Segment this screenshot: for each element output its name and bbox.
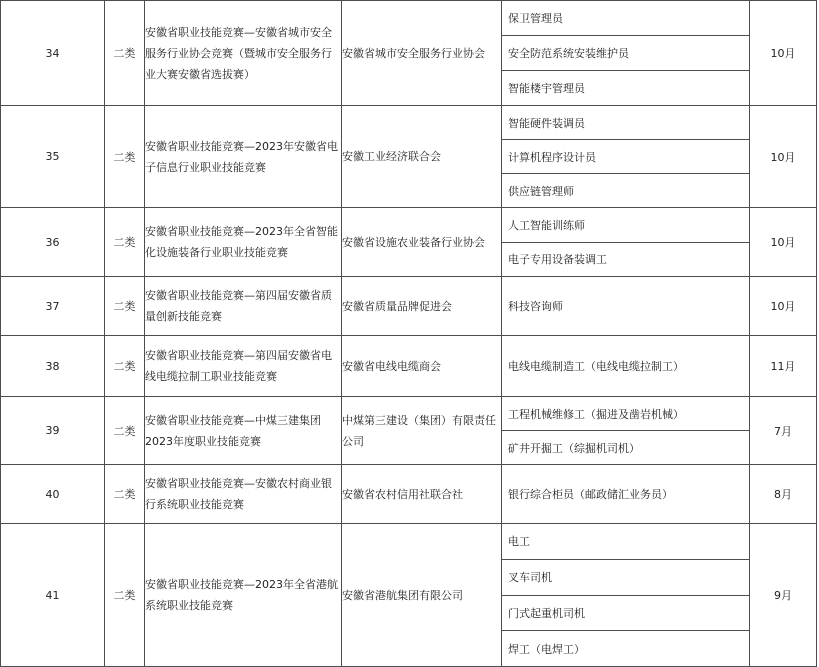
job-item: 计算机程序设计员 [502, 139, 749, 173]
job-item: 工程机械维修工（掘进及凿岩机械） [508, 407, 684, 421]
competition-month: 10月 [750, 106, 817, 208]
table-row [1, 465, 817, 524]
organizer-name: 安徽省设施农业装备行业协会 [342, 208, 502, 277]
row-number: 39 [1, 397, 105, 465]
job-item: 电工 [508, 535, 530, 549]
row-category: 二类 [105, 336, 145, 397]
job-list-cell [502, 524, 750, 667]
row-category: 二类 [105, 397, 145, 465]
competition-month: 8月 [750, 465, 817, 524]
job-item: 门式起重机司机 [502, 595, 749, 631]
organizer-name: 安徽工业经济联合会 [342, 106, 502, 208]
organizer-name: 中煤第三建设（集团）有限责任公司 [342, 397, 502, 465]
competition-month: 7月 [750, 397, 817, 465]
row-category: 二类 [105, 208, 145, 277]
job-item: 安全防范系统安装维护员 [502, 35, 749, 70]
table-row [1, 336, 817, 397]
organizer-name: 安徽省港航集团有限公司 [342, 524, 502, 667]
job-list-cell [502, 336, 750, 397]
job-item: 焊工（电焊工） [502, 630, 749, 666]
row-number: 37 [1, 277, 105, 336]
job-list-cell [502, 465, 750, 524]
table-row [1, 1, 817, 106]
table-row [1, 277, 817, 336]
table-row [1, 106, 817, 208]
row-number: 38 [1, 336, 105, 397]
competition-name: 安徽省职业技能竞赛—第四届安徽省质量创新技能竞赛 [145, 277, 342, 336]
competition-name: 安徽省职业技能竞赛—2023年安徽省电子信息行业职业技能竞赛 [145, 106, 342, 208]
job-item: 科技咨询师 [508, 300, 563, 313]
row-number: 34 [1, 1, 105, 106]
job-item: 智能楼宇管理员 [502, 70, 749, 105]
competition-month: 10月 [750, 277, 817, 336]
competition-month: 11月 [750, 336, 817, 397]
row-category: 二类 [105, 1, 145, 106]
row-number: 35 [1, 106, 105, 208]
competition-name: 安徽省职业技能竞赛—2023年全省智能化设施装备行业职业技能竞赛 [145, 208, 342, 277]
competition-month: 9月 [750, 524, 817, 667]
job-item: 银行综合柜员（邮政储汇业务员） [508, 488, 673, 501]
job-item: 电线电缆制造工（电线电缆拉制工） [508, 360, 684, 373]
job-item: 智能硬件装调员 [508, 116, 585, 130]
job-item: 叉车司机 [502, 559, 749, 595]
competition-name: 安徽省职业技能竞赛—安徽农村商业银行系统职业技能竞赛 [145, 465, 342, 524]
competition-name: 安徽省职业技能竞赛—中煤三建集团2023年度职业技能竞赛 [145, 397, 342, 465]
competition-name: 安徽省职业技能竞赛—2023年全省港航系统职业技能竞赛 [145, 524, 342, 667]
row-number: 41 [1, 524, 105, 667]
job-list-cell [502, 397, 750, 465]
job-item: 保卫管理员 [508, 12, 563, 25]
row-category: 二类 [105, 106, 145, 208]
organizer-name: 安徽省农村信用社联合社 [342, 465, 502, 524]
row-category: 二类 [105, 465, 145, 524]
table-row [1, 397, 817, 465]
organizer-name: 安徽省城市安全服务行业协会 [342, 1, 502, 106]
job-list-cell [502, 1, 750, 106]
row-category: 二类 [105, 524, 145, 667]
table-row [1, 524, 817, 667]
job-item: 供应链管理师 [502, 173, 749, 207]
competition-name: 安徽省职业技能竞赛—安徽省城市安全服务行业协会竞赛（暨城市安全服务行业大赛安徽省选拔赛） [145, 1, 342, 106]
job-list-cell [502, 106, 750, 208]
job-list-cell [502, 208, 750, 277]
job-item: 电子专用设备装调工 [502, 242, 749, 277]
table-row [1, 208, 817, 277]
competition-month: 10月 [750, 1, 817, 106]
row-number: 36 [1, 208, 105, 277]
row-number: 40 [1, 465, 105, 524]
row-category: 二类 [105, 277, 145, 336]
job-list-cell [502, 277, 750, 336]
competition-month: 10月 [750, 208, 817, 277]
competition-name: 安徽省职业技能竞赛—第四届安徽省电线电缆拉制工职业技能竞赛 [145, 336, 342, 397]
job-item: 矿井开掘工（综掘机司机） [502, 430, 749, 464]
job-item: 人工智能训练师 [508, 218, 585, 232]
organizer-name: 安徽省质量品牌促进会 [342, 277, 502, 336]
organizer-name: 安徽省电线电缆商会 [342, 336, 502, 397]
